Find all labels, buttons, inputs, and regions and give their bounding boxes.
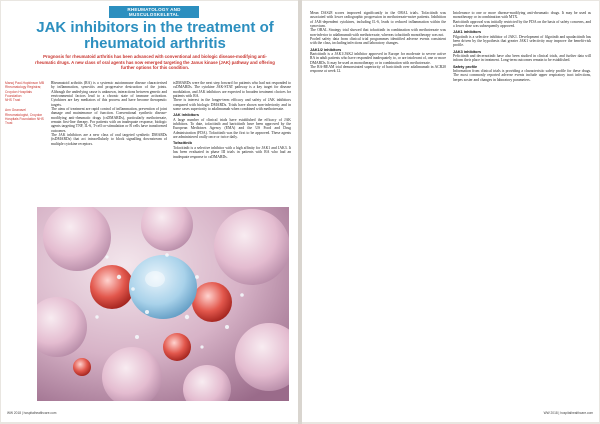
article-title: JAK inhibitors in the treatment of rheumatoid arthritis <box>36 19 274 52</box>
paragraph: The aims of treatment are rapid control of inflammation, prevention of joint damage and maintenance of function. Conventional synthetic disease-modifying anti-rheumatic drugs (csDMARDs), particularly methotrexate, remain first-line therapy. For patients with an inadequate response, biologic agents targeting TNF, IL-6, T-cell co-stimulation or B cells have transformed outcomes. <box>51 107 167 133</box>
subheading: JAK1/2 inhibitors <box>310 47 342 52</box>
cells-illustration-icon <box>37 207 289 401</box>
paragraph: There is interest in the longer-term efficacy and safety of JAK inhibitors compared with biologic DMARDs. Trials have shown non-inferiority and in some cases superiority to adalimumab when combined with methotrexate. <box>173 98 291 112</box>
paragraph: tsDMARDs were the next step forward for patients who had not responded to csDMARDs. The cytokine JAK-STAT pathway is a key target for disease modulation, and JAK inhibitors are expected to broaden treatment choices for patients with RA. <box>173 81 291 99</box>
author-1: Manoj Paul-Hopkinson MB Rheumatology Registrar, Croydon Hospitals Foundation NHS Trust <box>5 81 45 103</box>
subheading: Tofacitinib <box>173 141 192 146</box>
right-page <box>302 1 599 422</box>
paragraph: The RA-BEAM trial demonstrated superiority of baricitinib over adalimumab in ACR20 response at week 12. <box>310 65 446 74</box>
subheading: Safety profile <box>453 64 478 69</box>
page-footer: WW 2018 | hospitalhealthcare.com <box>543 411 593 415</box>
left-column-1 <box>51 81 167 146</box>
subheading: JAK1 inhibitors <box>453 30 482 35</box>
paragraph: Information from clinical trials is providing a characteristic safety profile for these drugs. The most commonly reported adverse events include upper respiratory tract infections, herpes zoster and changes in laboratory parameters. <box>453 69 591 82</box>
left-page <box>1 1 298 422</box>
paragraph: Pooled safety data from clinical trial programmes identified adverse events consistent with the class, including infections and laboratory changes. <box>310 37 446 46</box>
subheading: JAK inhibitors <box>173 113 199 118</box>
paragraph: Baricitinib approval was initially restricted by the FDA on the basis of safety concerns, and a lower dose was subsequently approved. <box>453 19 591 29</box>
paragraph: Intolerance to one or more disease-modifying anti-rheumatic drugs. It may be used as monotherapy or in combination with MTX. <box>453 11 591 20</box>
section-banner: RHEUMATOLOGY AND MUSCULOSKELETAL <box>109 6 199 18</box>
author-block <box>5 81 47 132</box>
right-column-2 <box>453 11 591 82</box>
paragraph: Peficitinib and decernotinib have also been studied in clinical trials, and further data will inform their place in treatment. Long-term outcomes remain to be established. <box>453 54 591 63</box>
paragraph: Mean DAS28 scores improved significantly in the ORAL trials. Tofacitinib was associated with lower radiographic progression in methotrexate-naive patients. Inhibition of JAK-dependent cytokines, including IL-6, leads to reduced inflammation within the synovium. <box>310 11 446 29</box>
author-2: Ann Gnanavel Rheumatologist, Croydon Hospitals Foundation NHS Trust <box>5 108 44 126</box>
paragraph: Tofacitinib is a selective inhibitor with a high affinity for JAK1 and JAK3. It has been evaluated in phase III trials in patients with RA who had an inadequate response to csDMARDs. <box>173 145 291 159</box>
page-footer: WW 2018 | hospitalhealthcare.com <box>7 411 57 415</box>
paragraph: Filgotinib is a selective inhibitor of JAK1. Development of filgotinib and upadacitinib has been driven by the hypothesis that greater JAK1 selectivity may improve the benefit-risk profile. <box>453 34 591 48</box>
article-standfirst: Prognosis for rheumatoid arthritis has been advanced with conventional and biologic disease-modifying anti-rheumatic drugs. A new class of oral agents has now emerged targeting the Janus kinase (JAK) pathway and offering further options for this condition. <box>35 54 275 71</box>
subheading: JAK3 inhibitors <box>453 49 482 54</box>
paragraph: The ORAL Strategy trial showed that tofacitinib in combination with methotrexate was non-inferior to adalimumab with methotrexate, whereas tofacitinib monotherapy was not. <box>310 28 446 37</box>
right-column-1 <box>310 11 446 74</box>
paragraph: The JAK inhibitors are a new class of oral targeted synthetic DMARDs (tsDMARDs) that act intracellularly to block signalling downstream of multiple cytokine receptors. <box>51 133 167 146</box>
paragraph: Rheumatoid arthritis (RA) is a systemic autoimmune disease characterised by inflammation, synovitis and progressive destruction of the joints. Although the underlying cause is unknown, interactions between genetic and environmental factors lead to a chronic state of immune activation. Cytokines are key mediators of this process and have become therapeutic targets. <box>51 81 167 107</box>
left-column-2 <box>173 81 291 159</box>
paragraph: A large number of clinical trials have established the efficacy of JAK inhibitors. To date, tofacitinib and baricitinib have been approved by the European Medicines Agency (EMA) and the US Food and Drug Administration (FDA). Tofacitinib was the first to be approved. These agents are administered orally once or twice daily. <box>173 117 291 140</box>
paragraph: Baricitinib is a JAK1/JAK2 inhibitor approved in Europe for moderate to severe active RA in adult patients who have responded inadequately to, or are intolerant of, one or more DMARDs. It may be used as monotherapy or in combination with methotrexate. <box>310 52 446 65</box>
